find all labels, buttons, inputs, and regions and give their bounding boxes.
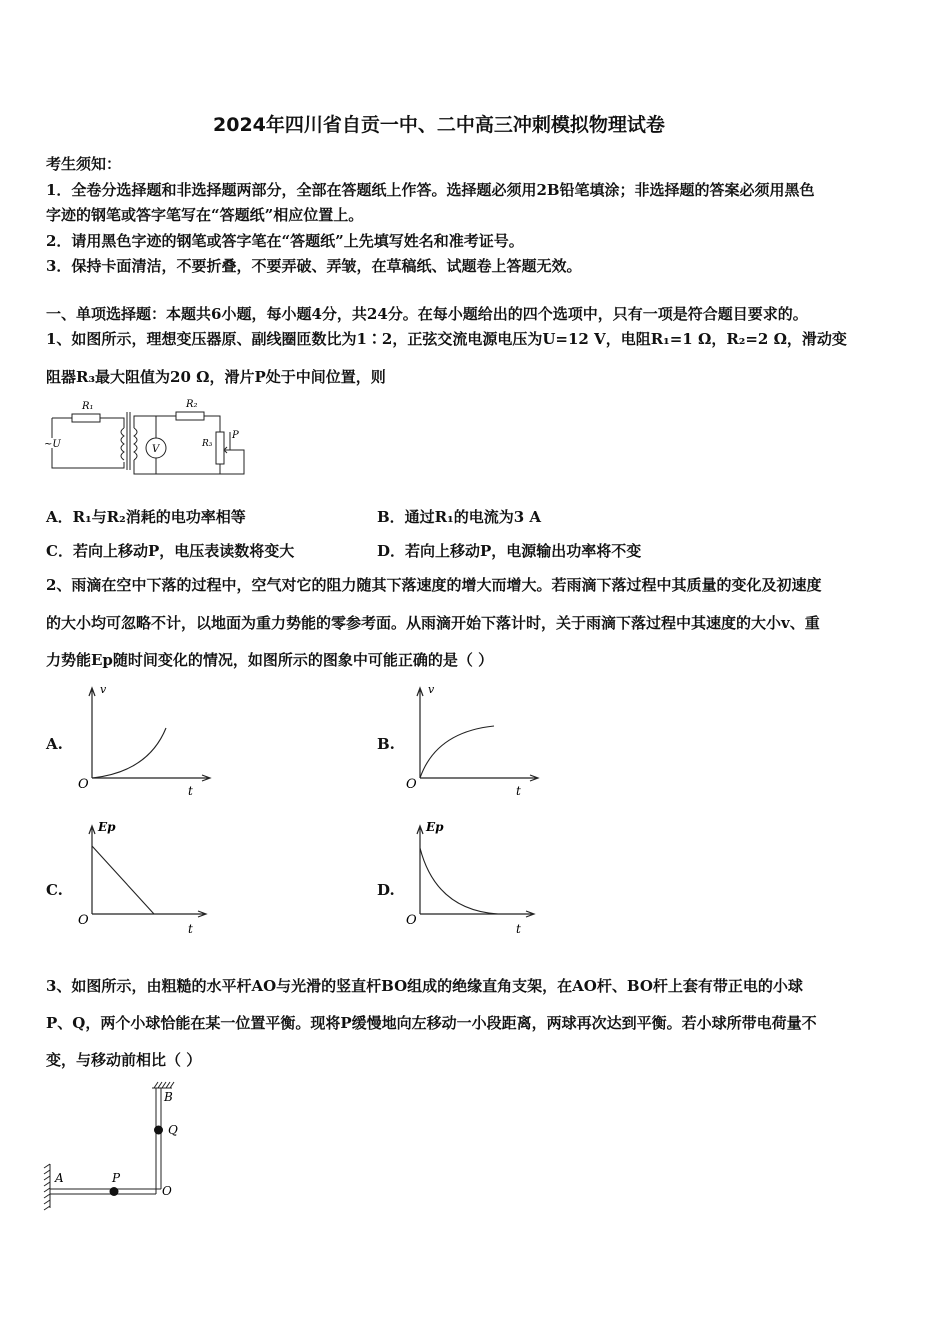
q2-a-axis-t: t: [188, 784, 193, 798]
q1-option-d: D．若向上移动P，电源输出功率将不变: [377, 542, 642, 560]
q2-c-origin: O: [78, 913, 89, 928]
q2-a-axis-v: v: [100, 683, 107, 696]
q1-circuit-diagram: [44, 394, 274, 494]
q1-option-c: C．若向上移动P，电压表读数将变大: [46, 542, 295, 560]
q2-c-axis-ep: Ep: [98, 820, 116, 834]
q2-c-axis-t: t: [188, 922, 193, 936]
q1-label-r3: R₃: [202, 439, 213, 449]
q2-d-axis-ep: Ep: [426, 820, 444, 834]
q3-label-b: B: [164, 1090, 173, 1104]
notice-line-4: 3．保持卡面清洁，不要折叠，不要弄破、弄皱，在草稿纸、试题卷上答题无效。: [46, 257, 582, 275]
q2-graph-b: [406, 682, 546, 802]
q2-option-a-label: A.: [46, 735, 63, 753]
q3-stem-line-1: 3、如图所示，由粗糙的水平杆AO与光滑的竖直杆BO组成的绝缘直角支架，在AO杆、BO杆上套有带正电的小球: [46, 977, 803, 995]
q3-label-a: A: [55, 1171, 64, 1185]
q2-a-origin: O: [78, 777, 89, 792]
q1-label-p: P: [232, 430, 239, 441]
q2-d-axis-t: t: [516, 922, 521, 936]
q2-b-axis-t: t: [516, 784, 521, 798]
q2-stem-line-3: 力势能Ep随时间变化的情况，如图所示的图象中可能正确的是（ ）: [46, 651, 494, 669]
q2-d-origin: O: [406, 913, 417, 928]
q1-stem-line-2: 阻器R₃最大阻值为20 Ω，滑片P处于中间位置，则: [46, 368, 386, 386]
q1-label-voltmeter: V: [152, 444, 160, 455]
q1-option-a: A．R₁与R₂消耗的电功率相等: [46, 508, 246, 526]
q2-stem-line-2: 的大小均可忽略不计，以地面为重力势能的零参考面。从雨滴开始下落计时，关于雨滴下落过程中其速度的大小v、重: [46, 614, 820, 632]
q1-stem-line-1: 1、如图所示，理想变压器原、副线圈匝数比为1∶2，正弦交流电源电压为U=12 V，电阻R₁=1 Ω，R₂=2 Ω，滑动变: [46, 330, 847, 348]
q2-graph-d: [406, 818, 546, 938]
q1-label-r2: R₂: [186, 399, 198, 410]
page-title: 2024年四川省自贡一中、二中高三冲刺模拟物理试卷: [213, 114, 665, 136]
q3-ball-q: [154, 1126, 163, 1135]
q2-option-b-label: B.: [377, 735, 395, 753]
q3-label-q: Q: [168, 1123, 178, 1137]
q3-label-p: P: [112, 1171, 121, 1185]
q2-b-origin: O: [406, 777, 417, 792]
q2-graph-c: [78, 818, 218, 938]
q2-option-c-label: C.: [46, 881, 63, 899]
q2-stem-line-1: 2、雨滴在空中下落的过程中，空气对它的阻力随其下落速度的增大而增大。若雨滴下落过程中其质量的变化及初速度: [46, 576, 822, 594]
q3-stem-line-2: P、Q，两个小球恰能在某一位置平衡。现将P缓慢地向左移动一小段距离，两球再次达到平衡。若小球所带电荷量不: [46, 1014, 817, 1032]
q1-option-b: B．通过R₁的电流为3 A: [377, 508, 542, 526]
q2-graph-a: [78, 682, 218, 802]
q2-b-axis-v: v: [428, 683, 435, 696]
q3-stem-line-3: 变，与移动前相比（ ）: [46, 1051, 202, 1069]
notice-line-2: 字迹的钢笔或答字笔写在“答题纸”相应位置上。: [46, 206, 364, 224]
q1-label-r1: R₁: [82, 401, 94, 412]
notice-heading: 考生须知：: [46, 155, 122, 173]
notice-line-1: 1．全卷分选择题和非选择题两部分，全部在答题纸上作答。选择题必须用2B铅笔填涂；非选择题的答案必须用黑色: [46, 181, 815, 199]
q3-label-o: O: [162, 1184, 172, 1198]
notice-line-3: 2．请用黑色字迹的钢笔或答字笔在“答题纸”上先填写姓名和准考证号。: [46, 232, 524, 250]
q3-ball-p: [110, 1187, 119, 1196]
q3-frame-diagram: [40, 1082, 200, 1212]
q2-option-d-label: D.: [377, 881, 395, 899]
section-heading: 一、单项选择题：本题共6小题，每小题4分，共24分。在每小题给出的四个选项中，只有一项是符合题目要求的。: [46, 305, 808, 323]
q1-label-source: ~U: [44, 439, 61, 450]
